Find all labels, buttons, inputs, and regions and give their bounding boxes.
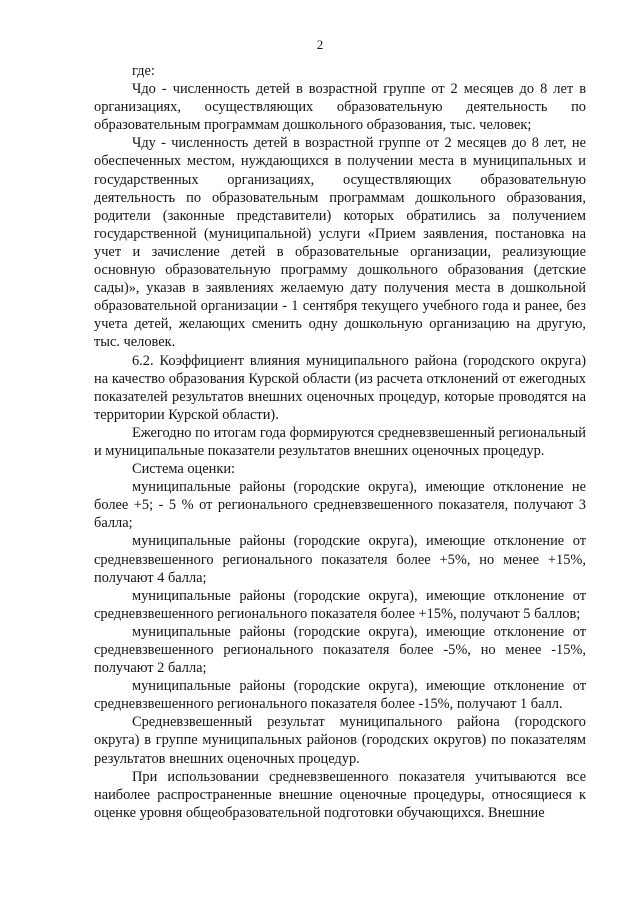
paragraph-assessment-system: Система оценки: — [132, 461, 236, 478]
paragraph-score-3: муниципальные районы (городские округа), имеющие отклонение не более +5; - 5 % от регионального средневзвешенного показателя, получают 3 балла; — [94, 479, 586, 532]
paragraph-score-2: муниципальные районы (городские округа), имеющие отклонение от средневзвешенного регионального показателя более -5%, но менее -15%, получают 2 балла; — [94, 623, 586, 677]
paragraph-weighted-indicator: При использовании средневзвешенного показателя учитываются все наиболее распространенные внешние оценочные процедуры, относящиеся к оценке уровня общеобразовательной подготовки обучающихся. Внешние — [94, 768, 586, 821]
paragraph-where: где: — [132, 63, 155, 79]
paragraph-weighted-result: Средневзвешенный результат муниципального района (городского округа) в группе муниципальных районов (городских округов) по показателям результатов внешних оценочных процедур. — [94, 714, 586, 767]
document-body — [94, 62, 586, 822]
page-number: 2 — [316, 37, 324, 52]
paragraph-score-1: муниципальные районы (городские округа), имеющие отклонение от средневзвешенного регионального показателя более -15%, получают 1 балл. — [94, 678, 586, 713]
paragraph-score-5: муниципальные районы (городские округа), имеющие отклонение от средневзвешенного регионального показателя более +15%, получают 5 баллов; — [94, 587, 586, 622]
paragraph-section-6-2: 6.2. Коэффициент влияния муниципального района (городского округа) на качество образования Курской области (из расчета отклонений от ежегодных показателей результатов внешних оценочных процедур, которые проводятся на территории Курской области). — [94, 352, 586, 423]
paragraph-chdu-definition: Чду - численность детей в возрастной группе от 2 месяцев до 8 лет, не обеспеченных местом, нуждающихся в получении места в муниципальных и государственных организациях, осуществляющих образовательную деятельность по образовательным программам дошкольного образования, родители (законные представители) которых обратились за получением государственной (муниципальной) услуги «Прием заявления, постановка на учет и зачисление детей в образовательные организации, реализующие основную образовательную программу дошкольного образования (детские сады)», указав в заявлениях желаемую дату получения места в дошкольной образовательной организации - 1 сентября текущего учебного года и ранее, без учета детей, желающих сменить одну дошкольную организацию на другую, тыс. человек. — [94, 135, 586, 351]
paragraph-chdo-definition: Чдо - численность детей в возрастной группе от 2 месяцев до 8 лет в организациях, осуществляющих образовательную деятельность по образовательным программам дошкольного образования, тыс. человек; — [94, 81, 586, 134]
paragraph-annual-indicators: Ежегодно по итогам года формируются средневзвешенный региональный и муниципальные показатели результатов внешних оценочных процедур. — [94, 424, 586, 459]
paragraph-score-4: муниципальные районы (городские округа), имеющие отклонение от средневзвешенного регионального показателя более +5%, но менее +15%, получают 4 балла; — [94, 533, 586, 586]
